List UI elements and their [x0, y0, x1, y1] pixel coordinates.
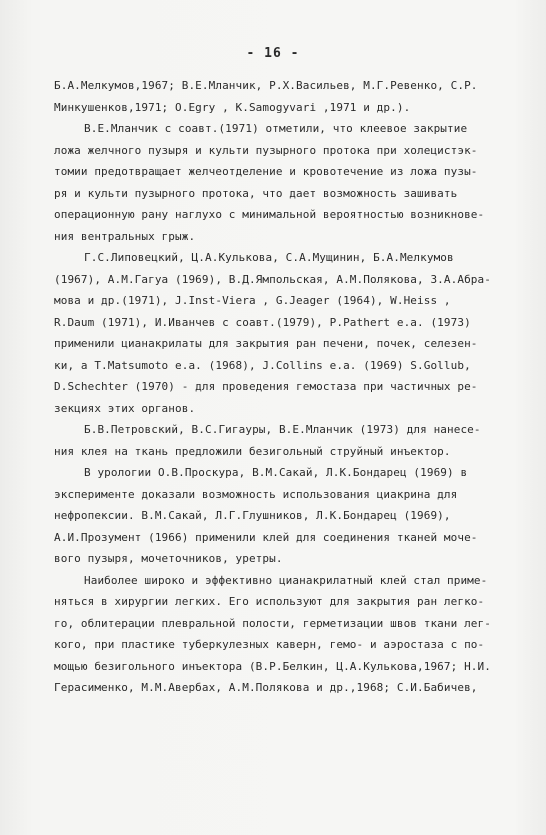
text-line: В.Е.Мланчик с соавт.(1971) отметили, что клеевое закрытие — [84, 122, 468, 135]
text-line: ния клея на ткань предложили безигольный струйный инъектор. — [54, 444, 451, 458]
body-text — [54, 75, 522, 699]
text-line: го, облитерации плевральной полости, герметизации швов ткани лег- — [54, 616, 491, 630]
text-line: зекциях этих органов. — [54, 401, 196, 415]
text-line: применили цианакрилаты для закрытия ран печени, почек, селезен- — [54, 337, 478, 350]
text-line: мова и др.(1971), J.Inst-Viera , G.Jeager (1964), W.Heiss , — [54, 294, 451, 307]
text-line: Наиболее широко и эффективно цианакрилатный клей стал приме- — [84, 573, 488, 587]
text-line: Минкушенков,1971; O.Egry , K.Samogyvari ,1971 и др.). — [54, 100, 411, 114]
text-line: (1967), А.М.Гагуа (1969), В.Д.Ямпольская, А.М.Полякова, З.А.Абра- — [54, 272, 491, 286]
text-line: вого пузыря, мочеточников, уретры. — [54, 552, 283, 565]
page-number: - 16 - — [246, 46, 300, 61]
text-line: ря и культи пузырного протока, что дает возможность зашивать — [54, 186, 458, 200]
text-line: нефропексии. В.М.Сакай, Л.Г.Глушников, Л.К.Бондарец (1969), — [54, 509, 451, 522]
text-line: эксперименте доказали возможность использования циакрина для — [54, 487, 458, 501]
text-line: D.Schechter (1970) - для проведения гемостаза при частичных ре- — [54, 380, 478, 393]
text-line: ки, а T.Matsumoto e.a. (1968), J.Collins e.a. (1969) S.Gollub, — [54, 358, 471, 372]
text-line: Б.В.Петровский, В.С.Гигауры, В.Е.Мланчик (1973) для нанесе- — [84, 423, 481, 436]
text-line: Герасименко, М.М.Авербах, А.М.Полякова и др.,1968; С.И.Бабичев, — [54, 681, 478, 694]
text-line: ния вентральных грыж. — [54, 229, 196, 243]
text-line: томии предотвращает желчеотделение и кровотечение из ложа пузы- — [54, 165, 478, 178]
text-line: операционную рану наглухо с минимальной вероятностью возникнове- — [54, 208, 485, 221]
text-line: В урологии О.В.Проскура, В.М.Сакай, Л.К.Бондарец (1969) в — [84, 466, 468, 479]
text-line: мощью безигольного инъектора (В.Р.Белкин, Ц.А.Кулькова,1967; Н.И. — [54, 659, 491, 673]
text-line: кого, при пластике туберкулезных каверн, гемо- и аэростаза с по- — [54, 638, 485, 651]
text-line: ложа желчного пузыря и культи пузырного протока при холецистэк- — [54, 143, 478, 157]
text-line: Г.С.Липовецкий, Ц.А.Кулькова, С.А.Мущинин, Б.А.Мелкумов — [84, 251, 454, 264]
text-line: R.Daum (1971), И.Иванчев с соавт.(1979), P.Pathert e.a. (1973) — [54, 315, 471, 329]
text-line: няться в хирургии легких. Его используют для закрытия ран легко- — [54, 595, 485, 608]
text-line: Б.А.Мелкумов,1967; В.Е.Мланчик, Р.Х.Васильев, М.Г.Ревенко, С.Р. — [54, 79, 478, 92]
text-line: А.И.Прозумент (1966) применили клей для соединения тканей моче- — [54, 530, 478, 544]
